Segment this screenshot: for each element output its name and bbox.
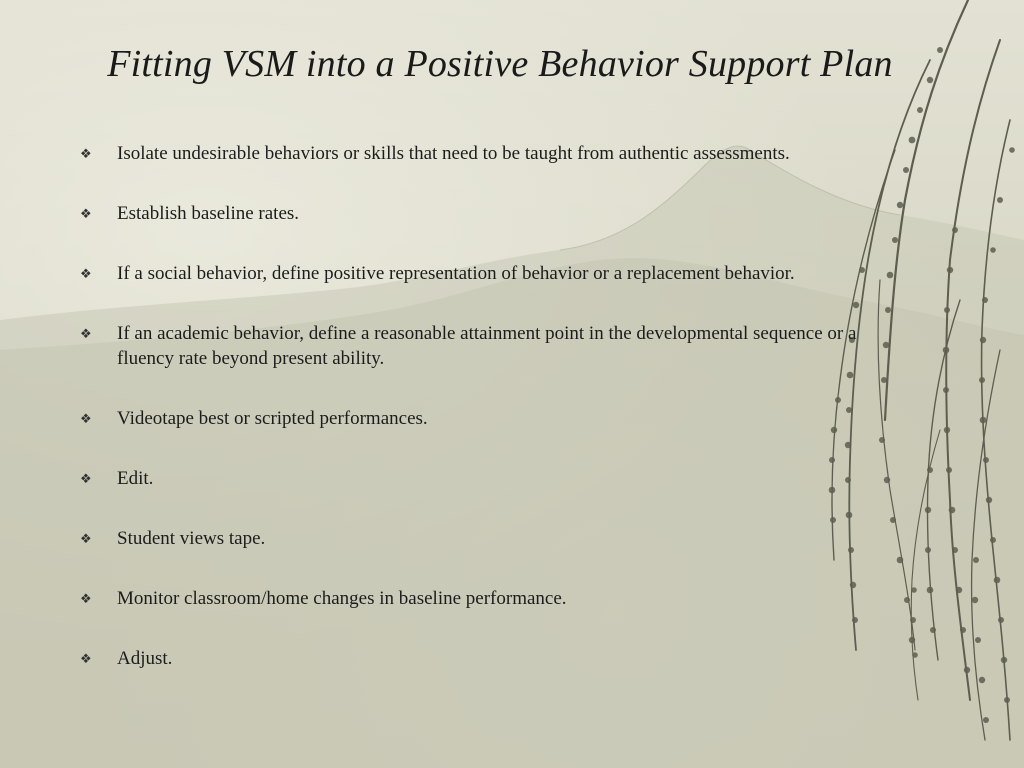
diamond-bullet-icon: ❖ [80,206,92,221]
bullet-text: Videotape best or scripted performances. [117,408,428,429]
bullet-text: Student views tape. [117,528,266,549]
diamond-bullet-icon: ❖ [80,326,92,341]
bullet-item [80,321,940,371]
bullet-text: Edit. [117,468,154,489]
bullet-item [80,646,940,671]
diamond-bullet-icon: ❖ [80,531,92,546]
diamond-bullet-icon: ❖ [80,591,92,606]
bullet-text: If an academic behavior, define a reasonable attainment point in the developmental sequence or a fluency rate beyond present ability. [117,323,857,369]
bullet-item [80,141,940,166]
bullet-list [80,141,940,671]
diamond-bullet-icon: ❖ [80,266,92,281]
bullet-item [80,466,940,491]
diamond-bullet-icon: ❖ [80,651,92,666]
diamond-bullet-icon: ❖ [80,471,92,486]
slide-title: Fitting VSM into a Positive Behavior Support Plan [107,43,893,85]
bullet-item [80,526,940,551]
bullet-item [80,586,940,611]
bullet-text: Adjust. [117,648,173,669]
bullet-item [80,201,940,226]
bullet-text: Monitor classroom/home changes in baseline performance. [117,588,567,609]
bullet-text: Establish baseline rates. [117,203,300,224]
diamond-bullet-icon: ❖ [80,146,92,161]
bullet-text: If a social behavior, define positive representation of behavior or a replacement behavior. [117,263,795,284]
diamond-bullet-icon: ❖ [80,411,92,426]
bullet-item [80,406,940,431]
bullet-item [80,261,940,286]
bullet-text: Isolate undesirable behaviors or skills that need to be taught from authentic assessments. [117,143,790,164]
